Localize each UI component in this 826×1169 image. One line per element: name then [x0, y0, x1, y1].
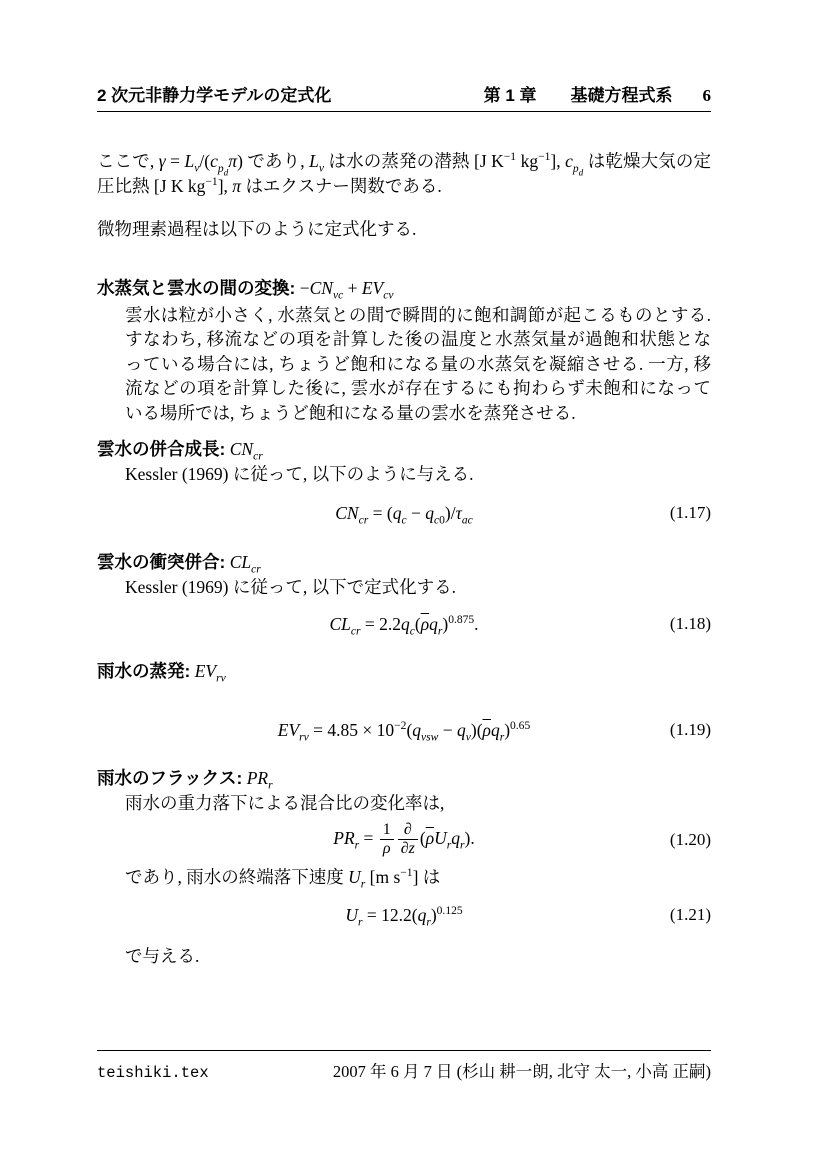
section-heading-vapor-cloud-conversion — [97, 276, 711, 300]
section-heading-collection — [97, 550, 711, 574]
intro-paragraph: ここで, $\gamma = L_v/(c_{p_d}\pi)$ であり, $L_v$ は水の蒸発の潜熱 [J $K^{-1}$ $kg^{-1}$], $c_{p_d}$ は乾燥大気の定圧比熱 [J K $kg^{-1}$], π はエクスナー関数である. — [97, 151, 712, 196]
section-heading-label: 雨水の蒸発: — [97, 661, 191, 681]
equation-1-17 — [97, 500, 711, 526]
equation-1-18-tag: (1.18) — [669, 614, 711, 633]
page-number: 6 — [702, 86, 711, 105]
header-chapter-title: 第 1 章 基礎方程式系 — [483, 86, 673, 105]
equation-1-17-tag: (1.17) — [669, 502, 711, 522]
section-body-collection: Kessler (1969) に従って, 以下で定式化する. — [125, 576, 457, 597]
header-section-title: 2 次元非静力学モデルの定式化 — [97, 86, 332, 105]
section-heading-math: $CL_{cr}$ — [229, 551, 261, 575]
page-header — [97, 86, 711, 112]
equation-1-20-math: $PR_r$ = $\frac{1}{\rho}$ $\frac{\partial}{\partial z}$ $(\overline{\rho}U_rq_r)$. — [333, 820, 475, 858]
equation-1-18-math: $CL_{cr} = 2.2q_c(\overline{\rho}q_r)^{0.875}$. — [329, 614, 479, 638]
equation-1-21 — [97, 902, 711, 928]
header-chapter-group — [484, 86, 711, 106]
equation-1-21-math: $U_r = 12.2(q_r)^{0.125}$ — [345, 904, 463, 929]
section-heading-label: 雲水の衝突併合: — [97, 551, 226, 572]
section-heading-math: $CN_{cr}$ — [229, 439, 263, 463]
section-heading-label: 水蒸気と雲水の間の変換: — [97, 277, 296, 298]
footer-date-authors: 2007 年 6 月 7 日 (杉山 耕一朗, 北守 太一, 小高 正嗣) — [332, 1062, 711, 1081]
equation-1-20-tag: (1.20) — [669, 829, 711, 849]
terminal-velocity-paragraph: であり, 雨水の終端落下速度 $U_r$ [m $s^{-1}$] は — [125, 867, 441, 891]
section-body-autoconversion: Kessler (1969) に従って, 以下のように与える. — [125, 464, 474, 484]
closing-paragraph: で与える. — [125, 945, 200, 966]
section-heading-math: $-CN_{vc} + EV_{cv}$ — [299, 277, 394, 301]
section-body-rain-flux: 雨水の重力落下による混合比の変化率は, — [125, 793, 445, 813]
section-heading-autoconversion — [97, 437, 711, 461]
section-heading-rain-flux — [97, 766, 711, 790]
section-heading-label: 雲水の併合成長: — [97, 439, 226, 459]
section-body-vapor-cloud-conversion: 雲水は粒が小さく, 水蒸気との間で瞬間的に飽和調節が起こるものとする. すなわち, 移流などの項を計算した後の温度と水蒸気量が過飽和状態となっている場合には, ちょうど飽和になる量の水蒸気を凝縮させる. 一方, 移流などの項を計算した後に, 雲水が存在するにも拘わらず未飽和になっている場所では, ちょうど飽和になる量の雲水を蒸発させる. — [125, 304, 711, 423]
footer-filename: teishiki.tex — [97, 1064, 209, 1082]
equation-1-20 — [97, 822, 711, 859]
intro-paragraph-2: 微物理素過程は以下のように定式化する. — [97, 219, 417, 239]
equation-1-21-tag: (1.21) — [669, 904, 711, 924]
equation-1-19-tag: (1.19) — [669, 720, 711, 739]
equation-1-17-math: $CN_{cr} = (q_c - q_{c0})/\tau_{ac}$ — [335, 502, 473, 526]
page-footer — [97, 1050, 711, 1082]
section-heading-math: $EV_{rv}$ — [194, 661, 226, 685]
equation-1-19-math: $EV_{rv} = 4.85 \times 10^{-2}(q_{vsw} - q_v)(\overline{\rho}q_r)^{0.65}$ — [277, 720, 531, 744]
section-heading-rain-evaporation — [97, 659, 711, 683]
section-heading-label: 雨水のフラックス: — [97, 768, 243, 788]
equation-1-18 — [97, 611, 711, 637]
section-heading-math: $PR_r$ — [246, 768, 273, 792]
equation-1-19 — [97, 717, 711, 743]
